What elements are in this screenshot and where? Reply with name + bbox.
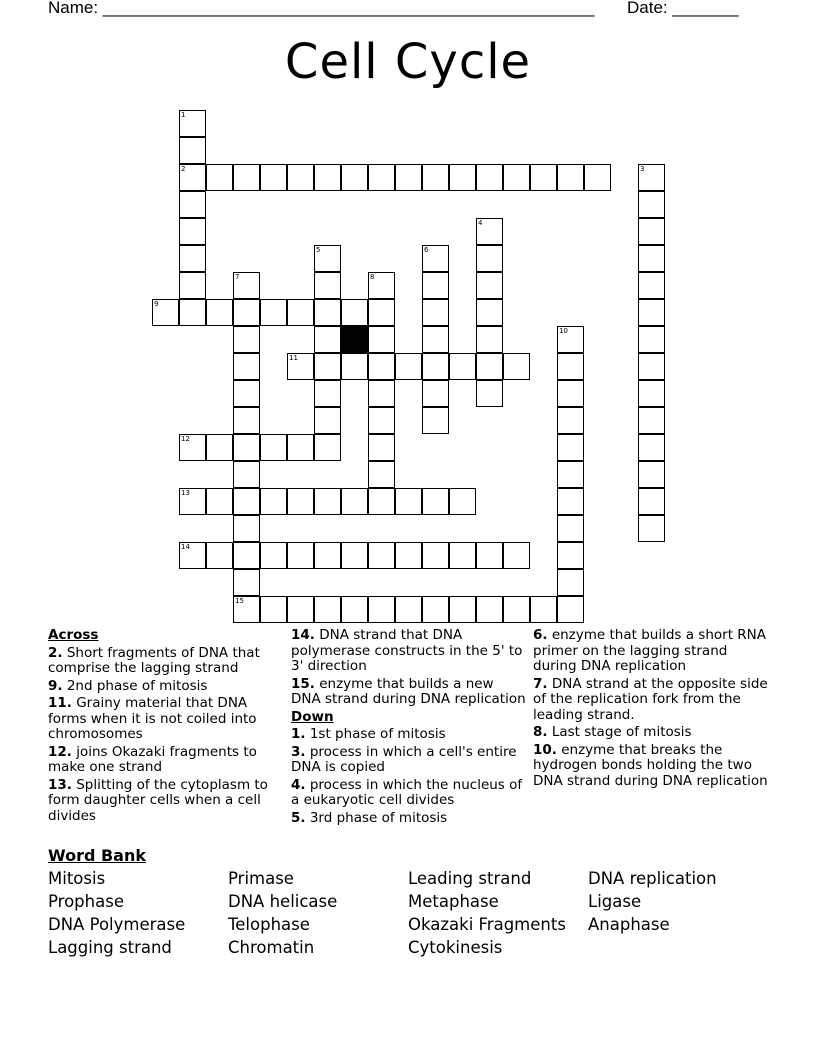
clue-item <box>48 679 283 695</box>
crossword-cell[interactable] <box>638 434 665 461</box>
clue-number-label: 3 <box>640 165 645 173</box>
crossword-cell[interactable] <box>476 245 503 272</box>
crossword-cell[interactable] <box>368 542 395 569</box>
clue-number-label: 5 <box>316 246 321 254</box>
crossword-cell[interactable] <box>314 542 341 569</box>
crossword-cell[interactable] <box>638 245 665 272</box>
clue-number-label: 7 <box>235 273 240 281</box>
crossword-cell[interactable] <box>206 434 233 461</box>
crossword-cell[interactable] <box>638 407 665 434</box>
crossword-cell[interactable] <box>179 218 206 245</box>
clue-item <box>48 696 283 743</box>
crossword-cell[interactable] <box>179 245 206 272</box>
word-bank-heading: Word Bank <box>48 846 147 865</box>
crossword-cell[interactable] <box>206 299 233 326</box>
clue-text: process in which the nucleus of a eukaryotic cell divides <box>291 776 523 808</box>
crossword-cell[interactable] <box>638 488 665 515</box>
clue-number: 4. <box>291 776 306 793</box>
crossword-cell[interactable] <box>368 488 395 515</box>
crossword-cell[interactable] <box>341 164 368 191</box>
down-clue-list-continued <box>533 628 768 789</box>
word-bank-item: Ligase <box>588 892 642 911</box>
clue-number-label: 15 <box>235 597 244 605</box>
crossword-cell[interactable] <box>476 596 503 623</box>
crossword-cell[interactable] <box>287 542 314 569</box>
crossword-cell[interactable] <box>503 542 530 569</box>
crossword-cell[interactable] <box>422 164 449 191</box>
crossword-cell[interactable] <box>233 488 260 515</box>
crossword-cell[interactable] <box>233 272 260 299</box>
blocked-cell <box>341 326 368 353</box>
crossword-cell[interactable] <box>476 218 503 245</box>
clue-item <box>291 811 526 827</box>
clue-number-label: 14 <box>181 543 190 551</box>
clue-number: 3. <box>291 743 306 760</box>
clue-number: 1. <box>291 726 306 742</box>
crossword-cell[interactable] <box>395 542 422 569</box>
crossword-cell[interactable] <box>368 407 395 434</box>
crossword-cell[interactable] <box>422 407 449 434</box>
clues-column-1 <box>48 628 283 826</box>
clue-item <box>291 727 526 743</box>
clue-item <box>533 743 768 790</box>
word-bank-item: Leading strand <box>408 869 532 888</box>
crossword-cell[interactable] <box>638 461 665 488</box>
clue-text: enzyme that builds a new DNA strand during DNA replication <box>291 675 526 707</box>
crossword-cell[interactable] <box>557 353 584 380</box>
across-clue-list-continued <box>291 628 526 708</box>
crossword-cell[interactable] <box>287 434 314 461</box>
crossword-cell[interactable] <box>557 488 584 515</box>
crossword-cell[interactable] <box>260 299 287 326</box>
clues-column-2 <box>291 628 526 828</box>
crossword-cell[interactable] <box>557 434 584 461</box>
crossword-cell[interactable] <box>368 596 395 623</box>
crossword-cell[interactable] <box>287 488 314 515</box>
crossword-cell[interactable] <box>368 434 395 461</box>
crossword-cell[interactable] <box>368 299 395 326</box>
clue-number: 7. <box>533 675 548 692</box>
crossword-cell[interactable] <box>233 596 260 623</box>
crossword-cell[interactable] <box>395 596 422 623</box>
crossword-cell[interactable] <box>341 596 368 623</box>
clue-number: 11. <box>48 695 72 711</box>
crossword-cell[interactable] <box>638 218 665 245</box>
crossword-cell[interactable] <box>233 326 260 353</box>
crossword-cell[interactable] <box>368 326 395 353</box>
crossword-cell[interactable] <box>557 461 584 488</box>
across-heading: Across <box>48 627 99 643</box>
crossword-cell[interactable] <box>449 542 476 569</box>
clue-number-label: 11 <box>289 354 298 362</box>
crossword-cell[interactable] <box>368 461 395 488</box>
clue-number: 12. <box>48 743 72 760</box>
crossword-cell[interactable] <box>206 164 233 191</box>
crossword-cell[interactable] <box>584 164 611 191</box>
crossword-cell[interactable] <box>179 137 206 164</box>
crossword-cell[interactable] <box>368 353 395 380</box>
crossword-cell[interactable] <box>314 164 341 191</box>
crossword-cell[interactable] <box>557 542 584 569</box>
crossword-cell[interactable] <box>530 596 557 623</box>
clue-item <box>533 677 768 724</box>
crossword-cell[interactable] <box>557 164 584 191</box>
crossword-cell[interactable] <box>287 164 314 191</box>
word-bank-item: Primase <box>228 869 294 888</box>
crossword-cell[interactable] <box>557 515 584 542</box>
crossword-cell[interactable] <box>368 164 395 191</box>
crossword-cell[interactable] <box>314 245 341 272</box>
crossword-cell[interactable] <box>260 596 287 623</box>
crossword-cell[interactable] <box>557 596 584 623</box>
clue-number: 13. <box>48 776 72 793</box>
crossword-cell[interactable] <box>260 164 287 191</box>
clue-item <box>291 677 526 708</box>
crossword-cell[interactable] <box>368 380 395 407</box>
clue-text: enzyme that breaks the hydrogen bonds holding the two DNA strand during DNA replication <box>533 741 768 789</box>
crossword-cell[interactable] <box>476 326 503 353</box>
crossword-cell[interactable] <box>557 569 584 596</box>
crossword-cell[interactable] <box>395 164 422 191</box>
crossword-cell[interactable] <box>449 596 476 623</box>
date-field-label[interactable]: Date: _______ <box>627 0 739 17</box>
clue-text: enzyme that builds a short RNA primer on the lagging strand during DNA replication <box>533 627 766 674</box>
clue-number-label: 1 <box>181 111 186 119</box>
clue-number: 6. <box>533 627 548 643</box>
clue-text: Last stage of mitosis <box>547 724 692 740</box>
word-bank-item: Lagging strand <box>48 938 172 957</box>
crossword-cell[interactable] <box>179 164 206 191</box>
crossword-cell[interactable] <box>503 353 530 380</box>
crossword-cell[interactable] <box>179 272 206 299</box>
clue-text: Splitting of the cytoplasm to form daughter cells when a cell divides <box>48 776 268 824</box>
clue-text: Grainy material that DNA forms when it is not coiled into chromosomes <box>48 695 257 742</box>
crossword-cell[interactable] <box>476 542 503 569</box>
clue-text: DNA strand that DNA polymerase constructs in the 5' to 3' direction <box>291 627 523 674</box>
crossword-cell[interactable] <box>476 164 503 191</box>
crossword-cell[interactable] <box>179 488 206 515</box>
crossword-cell[interactable] <box>341 299 368 326</box>
crossword-cell[interactable] <box>233 569 260 596</box>
page-title: Cell Cycle <box>284 34 532 90</box>
clue-text: joins Okazaki fragments to make one strand <box>48 743 257 775</box>
clue-number: 10. <box>533 741 557 758</box>
name-field-label[interactable]: Name: ____________________________________________________ <box>48 0 595 17</box>
clue-number-label: 10 <box>559 327 568 335</box>
clue-text: DNA strand at the opposite side of the replication fork from the leading strand. <box>533 675 768 723</box>
clue-item <box>48 646 283 677</box>
crossword-cell[interactable] <box>476 353 503 380</box>
crossword-cell[interactable] <box>503 596 530 623</box>
crossword-cell[interactable] <box>314 353 341 380</box>
clue-number-label: 4 <box>478 219 483 227</box>
crossword-cell[interactable] <box>179 434 206 461</box>
crossword-cell[interactable] <box>233 164 260 191</box>
word-bank-item: Metaphase <box>408 892 499 911</box>
crossword-cell[interactable] <box>260 488 287 515</box>
word-bank-item: Cytokinesis <box>408 938 503 957</box>
crossword-cell[interactable] <box>179 110 206 137</box>
crossword-cell[interactable] <box>422 272 449 299</box>
crossword-cell[interactable] <box>287 353 314 380</box>
crossword-cell[interactable] <box>341 353 368 380</box>
crossword-cell[interactable] <box>476 380 503 407</box>
crossword-cell[interactable] <box>422 542 449 569</box>
crossword-cell[interactable] <box>638 380 665 407</box>
crossword-cell[interactable] <box>422 326 449 353</box>
clue-number: 5. <box>291 809 306 826</box>
word-bank-item: Mitosis <box>48 869 106 888</box>
crossword-cell[interactable] <box>638 515 665 542</box>
clue-number: 2. <box>48 644 63 661</box>
crossword-cell[interactable] <box>314 326 341 353</box>
word-bank-item: Prophase <box>48 892 124 911</box>
clue-number: 8. <box>533 724 548 740</box>
clue-number-label: 9 <box>154 300 159 308</box>
clue-number: 15. <box>291 675 315 692</box>
clue-number-label: 2 <box>181 165 186 173</box>
down-clue-list <box>291 727 526 826</box>
word-bank <box>48 846 768 957</box>
crossword-cell[interactable] <box>638 353 665 380</box>
word-bank-item: Anaphase <box>588 915 670 934</box>
crossword-cell[interactable] <box>638 164 665 191</box>
crossword-cell[interactable] <box>638 191 665 218</box>
crossword-cell[interactable] <box>422 596 449 623</box>
clues-column-3 <box>533 628 768 791</box>
crossword-cell[interactable] <box>233 515 260 542</box>
crossword-cell[interactable] <box>395 488 422 515</box>
word-bank-item: DNA replication <box>588 869 717 888</box>
clue-text: process in which a cell's entire DNA is copied <box>291 743 517 775</box>
crossword-cell[interactable] <box>422 353 449 380</box>
crossword-cell[interactable] <box>233 353 260 380</box>
clue-text: Short fragments of DNA that comprise the lagging strand <box>48 644 260 676</box>
clue-number-label: 13 <box>181 489 190 497</box>
clue-item <box>291 628 526 675</box>
crossword-cell[interactable] <box>314 596 341 623</box>
clue-text: 3rd phase of mitosis <box>305 809 448 826</box>
clue-number: 14. <box>291 627 315 643</box>
crossword-cell[interactable] <box>314 488 341 515</box>
clue-number-label: 8 <box>370 273 375 281</box>
clue-item <box>291 778 526 809</box>
crossword-cell[interactable] <box>449 353 476 380</box>
crossword-cell[interactable] <box>368 272 395 299</box>
clue-item <box>291 745 526 776</box>
crossword-cell[interactable] <box>395 353 422 380</box>
crossword-cell[interactable] <box>260 542 287 569</box>
word-bank-item: DNA Polymerase <box>48 915 186 934</box>
clue-number-label: 12 <box>181 435 190 443</box>
crossword-cell[interactable] <box>179 191 206 218</box>
crossword-cell[interactable] <box>503 164 530 191</box>
crossword-cell[interactable] <box>179 299 206 326</box>
crossword-cell[interactable] <box>422 299 449 326</box>
crossword-cell[interactable] <box>260 434 287 461</box>
clue-item <box>48 745 283 776</box>
crossword-cell[interactable] <box>341 488 368 515</box>
crossword-cell[interactable] <box>233 407 260 434</box>
crossword-cell[interactable] <box>314 407 341 434</box>
crossword-cell[interactable] <box>233 434 260 461</box>
crossword-cell[interactable] <box>638 299 665 326</box>
crossword-cell[interactable] <box>476 299 503 326</box>
crossword-cell[interactable] <box>206 542 233 569</box>
crossword-cell[interactable] <box>233 380 260 407</box>
crossword-cell[interactable] <box>314 434 341 461</box>
crossword-cell[interactable] <box>341 542 368 569</box>
crossword-cell[interactable] <box>287 596 314 623</box>
crossword-cell[interactable] <box>638 272 665 299</box>
clue-item <box>533 628 768 675</box>
crossword-cell[interactable] <box>557 407 584 434</box>
word-bank-list <box>48 869 768 957</box>
crossword-cell[interactable] <box>233 542 260 569</box>
clue-text: 2nd phase of mitosis <box>62 677 208 694</box>
crossword-cell[interactable] <box>314 272 341 299</box>
clue-number-label: 6 <box>424 246 429 254</box>
crossword-cell[interactable] <box>233 299 260 326</box>
word-bank-item: Chromatin <box>228 938 315 957</box>
crossword-cell[interactable] <box>557 380 584 407</box>
crossword-cell[interactable] <box>530 164 557 191</box>
across-clue-list <box>48 646 283 825</box>
down-heading: Down <box>291 708 334 725</box>
crossword-cell[interactable] <box>206 488 233 515</box>
crossword-cell[interactable] <box>314 380 341 407</box>
clue-text: 1st phase of mitosis <box>305 726 446 742</box>
crossword-cell[interactable] <box>314 299 341 326</box>
crossword-cell[interactable] <box>422 380 449 407</box>
clue-item <box>48 778 283 825</box>
crossword-cell[interactable] <box>476 272 503 299</box>
crossword-cell[interactable] <box>179 542 206 569</box>
clue-item <box>533 725 768 741</box>
crossword-cell[interactable] <box>557 326 584 353</box>
word-bank-item: Telophase <box>228 915 310 934</box>
crossword-cell[interactable] <box>422 245 449 272</box>
clue-number: 9. <box>48 677 63 694</box>
crossword-cell[interactable] <box>233 461 260 488</box>
word-bank-item: Okazaki Fragments <box>408 915 566 934</box>
crossword-cell[interactable] <box>449 164 476 191</box>
crossword-cell[interactable] <box>287 299 314 326</box>
crossword-cell[interactable] <box>638 326 665 353</box>
crossword-cell[interactable] <box>449 488 476 515</box>
crossword-cell[interactable] <box>152 299 179 326</box>
word-bank-item: DNA helicase <box>228 892 338 911</box>
crossword-cell[interactable] <box>422 488 449 515</box>
